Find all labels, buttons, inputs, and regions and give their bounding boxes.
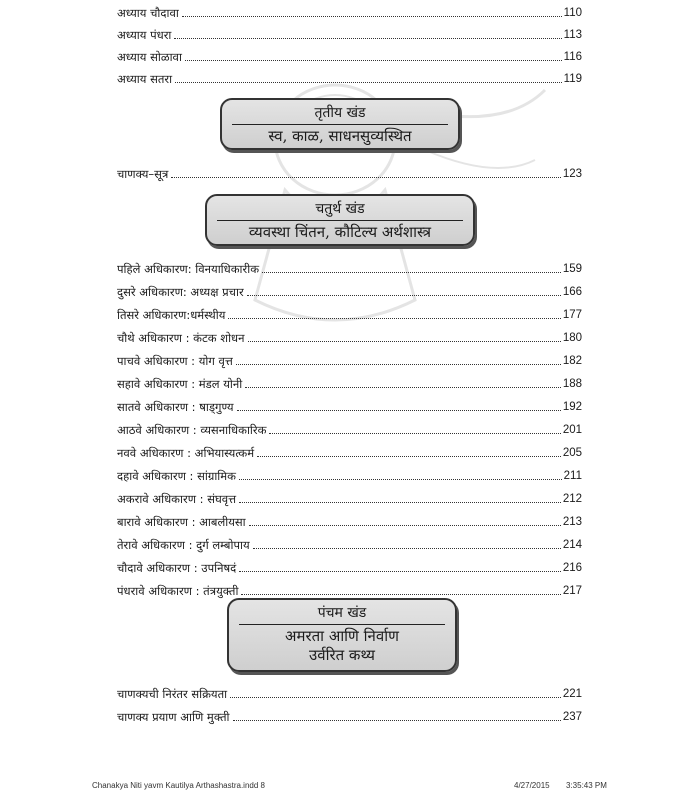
leader-dots [174, 38, 561, 39]
leader-dots [230, 697, 561, 698]
leader-dots [185, 60, 562, 61]
toc-page: 119 [563, 73, 582, 85]
toc-title: दहावे अधिकारण : सांग्रामिक [117, 469, 236, 483]
section-subtitle-2: उर्वरित कथ्य [309, 646, 375, 664]
toc-entry [117, 706, 582, 724]
section-subtitle: अमरता आणि निर्वाण [285, 627, 399, 645]
leader-dots [228, 318, 560, 319]
toc-page: 192 [562, 401, 582, 413]
toc-page: 166 [562, 286, 582, 298]
leader-dots [239, 479, 562, 480]
toc-entry [117, 534, 582, 552]
toc-page: 205 [562, 447, 582, 459]
toc-entry [117, 304, 582, 322]
toc-title: चाणक्यची निरंतर सक्रियता [117, 687, 228, 701]
toc-page: 213 [562, 516, 582, 528]
leader-dots [245, 387, 561, 388]
leader-dots [171, 177, 561, 178]
toc-entry [117, 163, 582, 181]
toc-title: आठवे अधिकारण : व्यसनाधिकारिक [117, 423, 267, 437]
toc-page: 188 [562, 378, 582, 390]
toc-title: बारावे अधिकारण : आबलीयसा [117, 515, 246, 529]
toc-title: चौदावे अधिकारण : उपनिषदं [117, 561, 237, 575]
toc-entry [117, 2, 582, 20]
toc-title: चौथे अधिकारण : कंटक शोधन [117, 331, 245, 345]
toc-title: दुसरे अधिकारण: अध्यक्ष प्रचार [117, 285, 244, 299]
toc-page: 159 [562, 263, 582, 275]
toc-page: 177 [562, 309, 582, 321]
toc-page: 217 [562, 585, 582, 597]
toc-title: सातवे अधिकारण : षाड्गुण्य [117, 400, 234, 414]
toc-title: तिसरे अधिकारण:धर्मस्थीय [117, 308, 226, 322]
toc-title: चाणक्य–सूत्र [117, 167, 169, 181]
toc-title: सहावे अधिकारण : मंडल योनी [117, 377, 243, 391]
toc-page: 123 [562, 168, 582, 180]
toc-page: 212 [562, 493, 582, 505]
leader-dots [241, 594, 560, 595]
toc-entry [117, 580, 582, 598]
toc-title: अध्याय चौदावा [117, 6, 179, 20]
toc-page: 237 [562, 711, 582, 723]
leader-dots [269, 433, 560, 434]
toc-entry [117, 258, 582, 276]
toc-entry [117, 511, 582, 529]
toc-page: 216 [562, 562, 582, 574]
leader-dots [253, 548, 561, 549]
leader-dots [248, 341, 561, 342]
section-heading: तृतीय खंड [314, 105, 366, 121]
toc-entry [117, 24, 582, 42]
section-box-pancham [227, 598, 457, 672]
section-rule [239, 624, 445, 625]
toc-entry [117, 488, 582, 506]
toc-entry [117, 373, 582, 391]
leader-dots [257, 456, 561, 457]
toc-title: तेरावे अधिकारण : दुर्ग लम्बोपाय [117, 538, 250, 552]
toc-page: 182 [562, 355, 582, 367]
toc-title: पंधरावे अधिकारण : तंत्रयुक्ती [117, 584, 239, 598]
toc-title: अकरावे अधिकारण : संघवृत्त [117, 492, 237, 506]
toc-title: अध्याय पंधरा [117, 28, 172, 42]
leader-dots [175, 82, 562, 83]
toc-title: पहिले अधिकारण: विनयाधिकारीक [117, 262, 260, 276]
section-heading: चतुर्थ खंड [315, 201, 365, 217]
toc-page: 110 [563, 7, 582, 19]
toc-page: 221 [562, 688, 582, 700]
section-box-chaturtha [205, 194, 475, 246]
footer-date: 4/27/2015 [514, 781, 550, 790]
leader-dots [233, 720, 561, 721]
footer-filename: Chanakya Niti yavm Kautilya Arthashastra.indd 8 [92, 781, 265, 790]
toc-page: 214 [562, 539, 582, 551]
toc-entry [117, 396, 582, 414]
leader-dots [247, 295, 561, 296]
toc-title: पाचवे अधिकारण : योग वृत्त [117, 354, 233, 368]
toc-page: 116 [563, 51, 582, 63]
section-box-tritiya [220, 98, 460, 150]
toc-entry [117, 465, 582, 483]
section-subtitle: व्यवस्था चिंतन, कौटिल्य अर्थशास्त्र [248, 223, 432, 241]
toc-entry [117, 327, 582, 345]
toc-entry [117, 683, 582, 701]
section-subtitle: स्व, काळ, साधनसुव्यस्थित [268, 127, 412, 145]
section-rule [217, 220, 463, 221]
toc-page: 113 [563, 29, 582, 41]
leader-dots [249, 525, 561, 526]
toc-title: अध्याय सोळावा [117, 50, 182, 64]
toc-entry [117, 419, 582, 437]
toc-page: 180 [562, 332, 582, 344]
section-rule [232, 124, 448, 125]
toc-entry [117, 557, 582, 575]
toc-title: अध्याय सतरा [117, 72, 173, 86]
leader-dots [237, 410, 561, 411]
leader-dots [262, 272, 561, 273]
toc-entry [117, 281, 582, 299]
toc-title: नववे अधिकारण : अभियास्यत्कर्म [117, 446, 255, 460]
toc-entry [117, 46, 582, 64]
toc-page: 201 [562, 424, 582, 436]
toc-entry [117, 68, 582, 86]
section-heading: पंचम खंड [317, 605, 367, 621]
footer-time: 3:35:43 PM [566, 781, 607, 790]
leader-dots [239, 571, 561, 572]
leader-dots [236, 364, 561, 365]
leader-dots [239, 502, 561, 503]
toc-title: चाणक्य प्रयाण आणि मुक्ती [117, 710, 230, 724]
toc-entry [117, 442, 582, 460]
leader-dots [182, 16, 562, 17]
toc-page: 211 [563, 470, 582, 482]
toc-entry [117, 350, 582, 368]
